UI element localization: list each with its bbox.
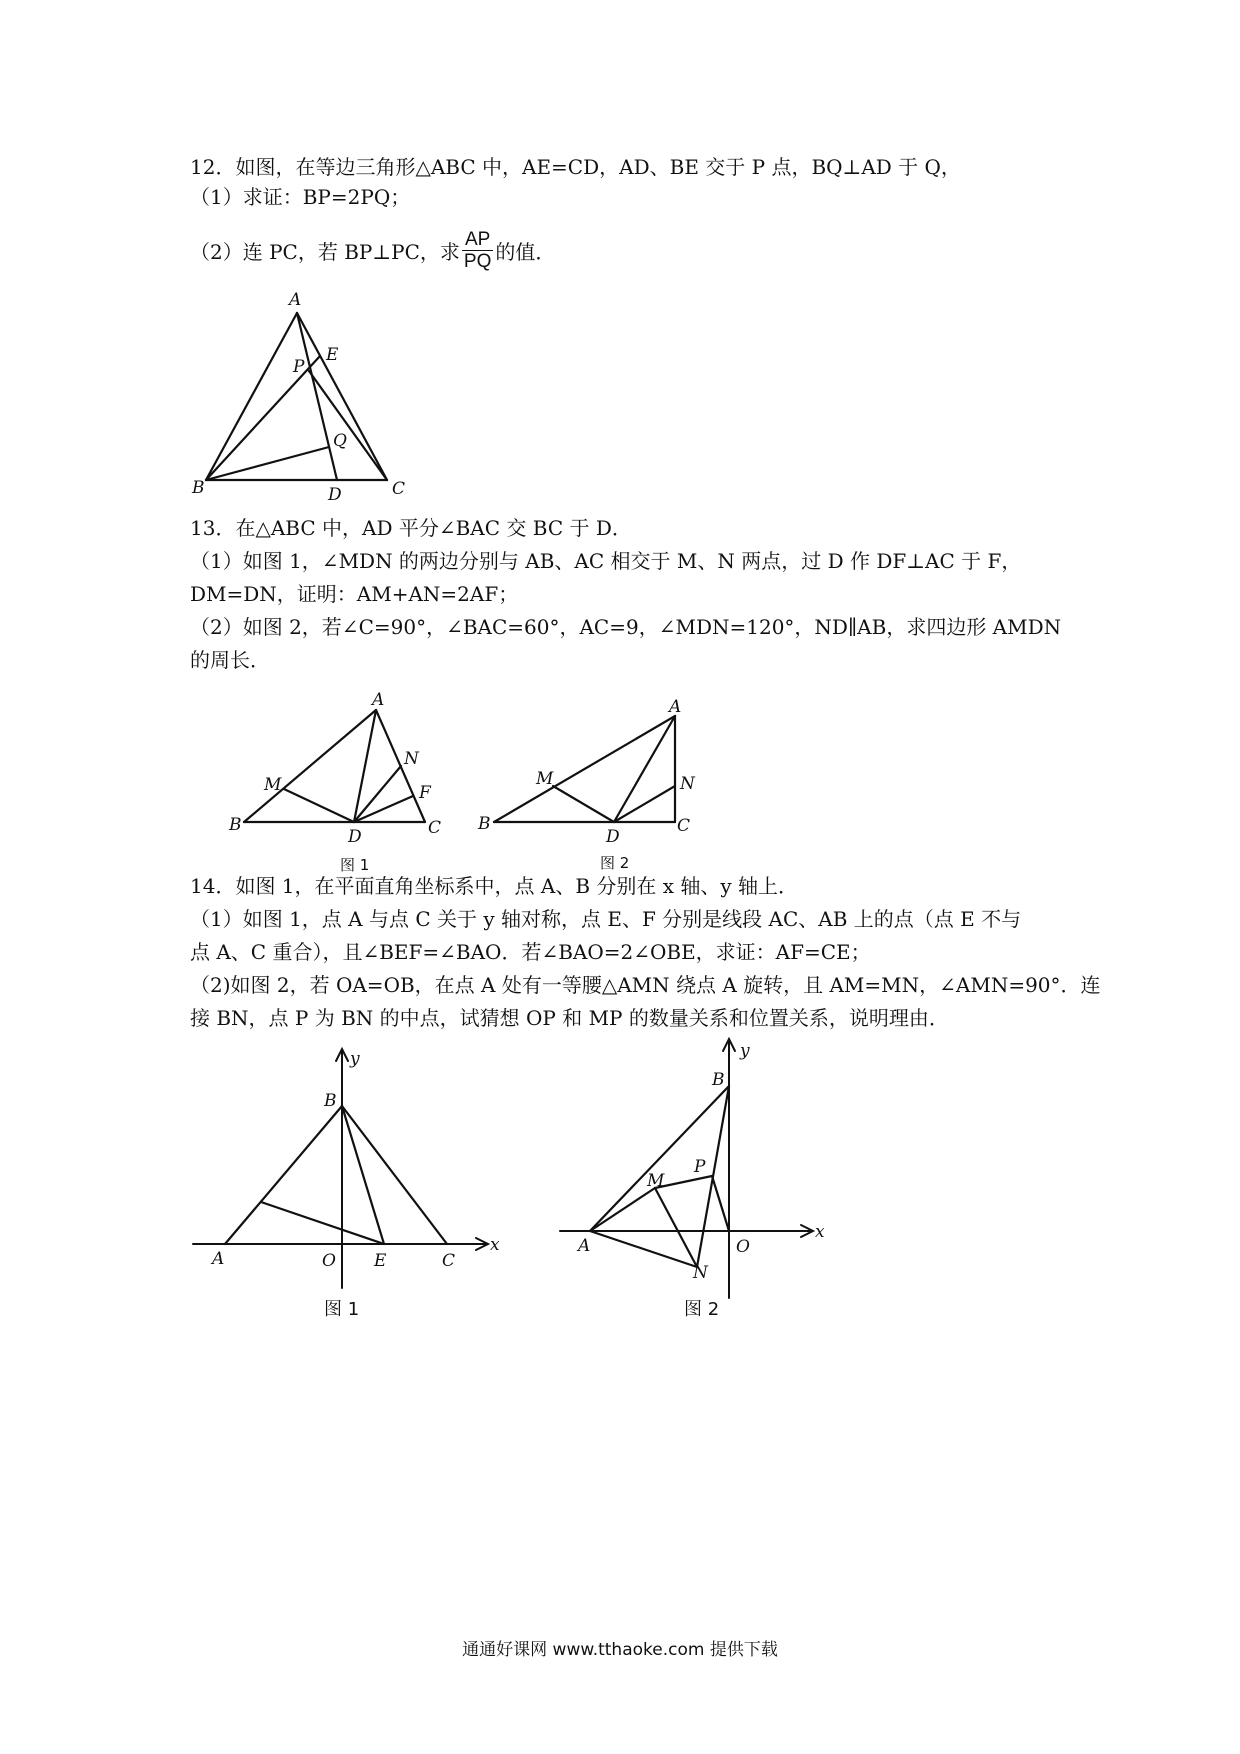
fig2-label-n: N — [680, 774, 695, 794]
fraction-denominator: PQ — [463, 251, 492, 272]
fig1-label-f: F — [419, 783, 431, 803]
fig2-segment-po — [712, 1176, 729, 1231]
fig2-label-n: N — [693, 1263, 708, 1283]
fig1-label-e: E — [374, 1251, 387, 1271]
q14-line-5: 接 BN，点 P 为 BN 的中点，试猜想 OP 和 MP 的数量关系和位置关系，说明理由． — [190, 1006, 949, 1030]
label-b: B — [192, 478, 205, 498]
q14-line-4: （2)如图 2，若 OA=OB，在点 A 处有一等腰△AMN 绕点 A 旋转，且 AM=MN，∠AMN=90°．连 — [190, 973, 1101, 997]
fig2-label-m: M — [647, 1171, 665, 1191]
fig1-label-m: M — [264, 775, 282, 795]
fig1-label-n: N — [404, 749, 419, 769]
fig2-caption: 图 2 — [684, 1299, 720, 1320]
fig1-label-y: y — [350, 1049, 360, 1069]
q14-line-1: 14．如图 1，在平面直角坐标系中，点 A、B 分别在 x 轴、y 轴上． — [190, 874, 799, 898]
q13-line-5: 的周长． — [190, 648, 270, 672]
fig1-label-a: A — [212, 1249, 225, 1269]
fig1-label-o: O — [322, 1251, 336, 1271]
fig2-caption: 图 2 — [600, 854, 630, 872]
q13-line-4: （2）如图 2，若∠C=90°，∠BAC=60°，AC=9，∠MDN=120°，ND∥AB，求四边形 AMDN — [190, 615, 1062, 639]
fig2-label-m: M — [536, 769, 554, 789]
fig1-label-c: C — [442, 1251, 456, 1271]
fraction-numerator: AP — [462, 229, 493, 251]
fig1-label-a: A — [372, 690, 385, 710]
q13-line-3: DM=DN，证明：AM+AN=2AF； — [190, 582, 519, 606]
q12-line-1: 12．如图，在等边三角形△ABC 中，AE=CD，AD、BE 交于 P 点，BQ⊥AD 于 Q， — [190, 155, 961, 179]
fig1-caption: 图 1 — [340, 856, 370, 874]
fig2-label-x: x — [815, 1222, 825, 1242]
q14-line-2: （1）如图 1，点 A 与点 C 关于 y 轴对称，点 E、F 分别是线段 AC、AB 上的点（点 E 不与 — [190, 907, 1022, 931]
label-d: D — [328, 485, 342, 505]
fig2-label-d: D — [606, 827, 620, 847]
fig1-caption: 图 1 — [324, 1299, 360, 1320]
label-p: P — [293, 357, 305, 377]
footer-source: 通通好课网 www.tthaoke.com 提供下载 — [462, 1640, 778, 1660]
fig2-label-a: A — [578, 1236, 591, 1256]
fig2-label-a: A — [669, 697, 682, 717]
fig2-label-c: C — [677, 816, 691, 836]
label-a: A — [289, 290, 302, 310]
fig1-label-x: x — [490, 1235, 500, 1255]
fig2-label-b: B — [712, 1070, 725, 1090]
q13-line-2: （1）如图 1，∠MDN 的两边分别与 AB、AC 相交于 M、N 两点，过 D 作 DF⊥AC 于 F， — [190, 549, 1022, 573]
fig2-label-p: P — [694, 1157, 706, 1177]
fig2-segment-am — [590, 1188, 655, 1231]
fig1-label-b: B — [324, 1091, 337, 1111]
label-e: E — [326, 345, 339, 365]
q12-line-2: （1）求证：BP=2PQ； — [190, 185, 411, 209]
q13-line-1: 13．在△ABC 中，AD 平分∠BAC 交 BC 于 D． — [190, 516, 632, 540]
label-c: C — [392, 479, 406, 499]
fig1-label-d: D — [348, 827, 362, 847]
fig2-label-b: B — [478, 814, 491, 834]
fig1-label-c: C — [428, 818, 442, 838]
label-q: Q — [333, 431, 347, 451]
fig2-label-o: O — [736, 1237, 750, 1257]
q12-line-3-suffix: 的值． — [495, 240, 556, 264]
fig1-label-b: B — [229, 815, 242, 835]
q12-line-3-prefix: （2）连 PC，若 BP⊥PC，求 — [190, 240, 460, 264]
q14-line-3: 点 A、C 重合），且∠BEF=∠BAO．若∠BAO=2∠OBE，求证：AF=CE； — [190, 940, 871, 964]
fig2-label-y: y — [740, 1041, 750, 1061]
